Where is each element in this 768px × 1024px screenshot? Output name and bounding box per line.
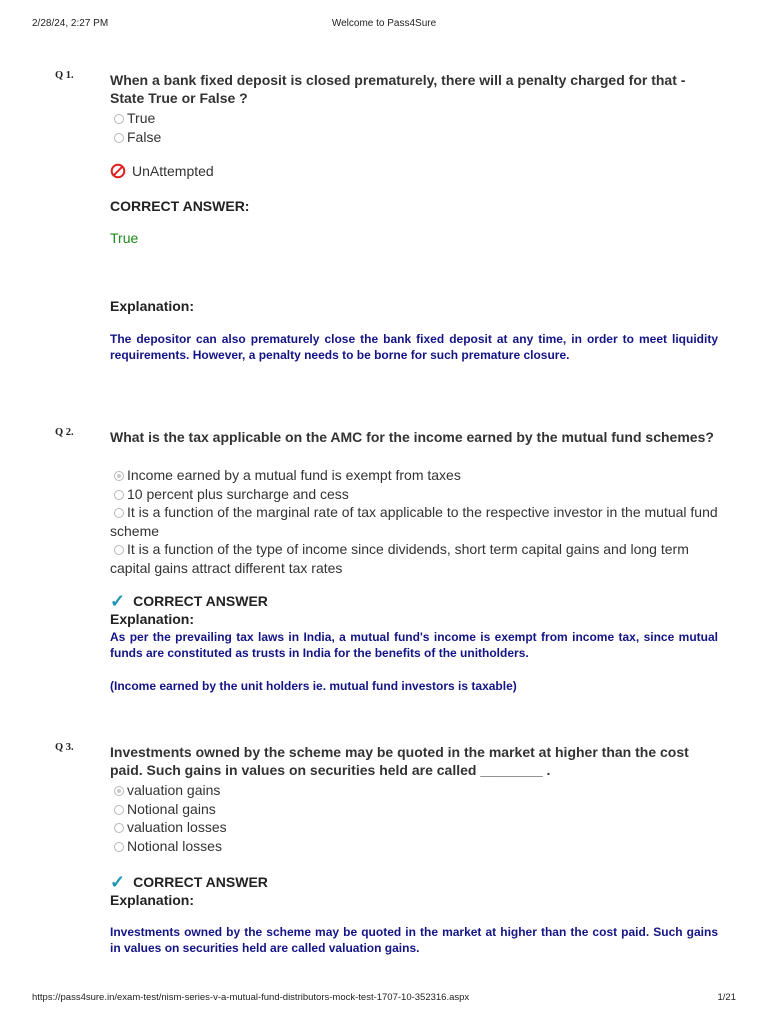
result-correct	[110, 593, 268, 609]
question-number: Q 3.	[55, 742, 74, 753]
option-3[interactable]: It is a function of the marginal rate of tax applicable to the respective investor in the mutual fund scheme	[110, 504, 718, 539]
explanation-label: Explanation:	[110, 298, 195, 314]
correct-answer-label: CORRECT ANSWER:	[110, 198, 250, 214]
option-2[interactable]: Notional gains	[110, 800, 720, 819]
explanation-label: Explanation:	[110, 892, 195, 908]
explanation-text: As per the prevailing tax laws in India, a mutual fund's income is exempt from income tax, since mutual funds are constituted as trusts in India for the benefits of the unitholders.	[110, 630, 718, 660]
option-4[interactable]: Notional losses	[110, 837, 720, 856]
radio-icon[interactable]	[114, 114, 124, 124]
print-footer	[32, 992, 736, 1006]
option-4[interactable]: It is a function of the type of income since dividends, short term capital gains and long term capital gains attract different tax rates	[110, 541, 689, 576]
explanation-note: (Income earned by the unit holders ie. mutual fund investors is taxable)	[110, 679, 517, 693]
radio-icon[interactable]	[114, 490, 124, 500]
question-number: Q 1.	[55, 70, 74, 81]
option-2[interactable]: 10 percent plus surcharge and cess	[110, 485, 720, 504]
radio-icon[interactable]	[114, 545, 124, 555]
question-text: Investments owned by the scheme may be quoted in the market at higher than the cost paid. Such gains in values on securities held are called ________ .	[110, 744, 689, 778]
options-list	[110, 781, 720, 855]
radio-selected-icon[interactable]	[114, 786, 124, 796]
correct-answer-value: True	[110, 230, 139, 246]
options-list	[110, 109, 720, 146]
question-number: Q 2.	[55, 427, 74, 438]
radio-icon[interactable]	[114, 823, 124, 833]
page-url: https://pass4sure.in/exam-test/nism-series-v-a-mutual-fund-distributors-mock-test-1707-10-352316.aspx	[32, 992, 470, 1003]
page-number: 1/21	[717, 992, 736, 1003]
question-text: What is the tax applicable on the AMC for the income earned by the mutual fund schemes?	[110, 429, 714, 445]
options-list	[110, 466, 720, 577]
result-text: CORRECT ANSWER	[133, 593, 268, 609]
option-1[interactable]: Income earned by a mutual fund is exempt from taxes	[110, 466, 720, 485]
radio-icon[interactable]	[114, 508, 124, 518]
check-icon: ✓	[110, 872, 126, 892]
radio-selected-icon[interactable]	[114, 471, 124, 481]
explanation-text: Investments owned by the scheme may be quoted in the market at higher than the cost paid. Such gains in values on securities held are called valuation gains.	[110, 925, 718, 955]
page-title: Welcome to Pass4Sure	[331, 18, 437, 29]
result-correct	[110, 874, 268, 890]
question-text: When a bank fixed deposit is closed prematurely, there will a penalty charged for that - State True or False ?	[110, 72, 686, 106]
check-icon: ✓	[110, 591, 126, 611]
radio-icon[interactable]	[114, 842, 124, 852]
print-datetime: 2/28/24, 2:27 PM	[32, 18, 109, 29]
option-false[interactable]: False	[110, 128, 720, 147]
print-header	[32, 18, 736, 32]
option-true[interactable]: True	[110, 109, 720, 128]
radio-icon[interactable]	[114, 133, 124, 143]
option-1[interactable]: valuation gains	[110, 781, 720, 800]
status-text: UnAttempted	[132, 163, 214, 179]
result-text: CORRECT ANSWER	[133, 874, 268, 890]
explanation-label: Explanation:	[110, 611, 195, 627]
radio-icon[interactable]	[114, 805, 124, 815]
prohibited-icon	[110, 163, 126, 179]
explanation-text: The depositor can also prematurely close the bank fixed deposit at any time, in order to meet liquidity requirements. However, a penalty needs to be borne for such premature closure.	[110, 332, 718, 362]
option-3[interactable]: valuation losses	[110, 818, 720, 837]
unattempted-status	[110, 163, 214, 179]
